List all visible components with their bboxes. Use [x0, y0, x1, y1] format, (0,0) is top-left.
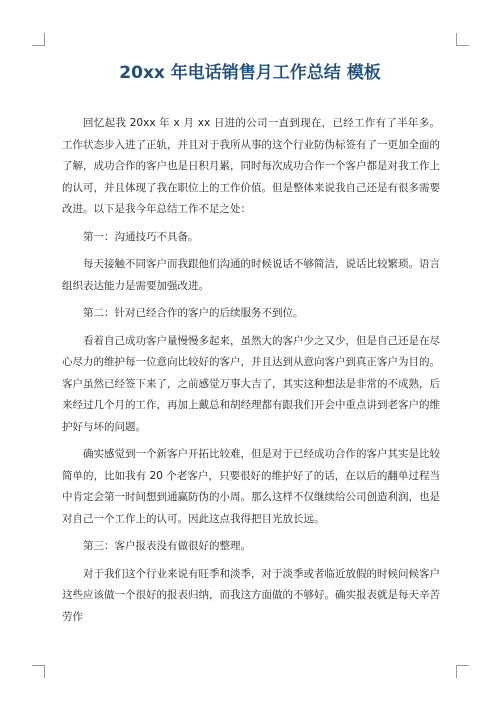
- document-body: [62, 113, 440, 634]
- paragraph-client-service: 看着自己成功客户量慢慢多起来，虽然大的客户少之又少，但是自己还是在尽心尽力的维护每一位意向比较好的客户，并且达到从意向客户到真正客户为目的。客户虽然已经签下来了，之前感觉万事大吉了，其实这种想法是非常的不成熟，后来经过几个月的工作，再加上戴总和胡经理都有跟我们开会中重点讲到老客户的维护好与坏的问题。: [62, 334, 440, 433]
- corner-mark-top-right: [456, 33, 469, 46]
- paragraph-heading-2: 第二：针对已经合作的客户的后续服务不到位。: [83, 307, 304, 319]
- paragraph-intro: 回忆起我 20xx 年 x 月 xx 日进的公司一直到现在，已经工作有了半年多。工作状态步入进了正轨，并且对于我所从事的这个行业防伪标签有了一更加全面的了解，成功合作的客户也是日积月累，同时每次成功合作一个客户都是对我工作上的认可，并且体现了我在职位上的工作价值。但是整体来说我自己还是有很多需要改进。以下是我今年总结工作不足之处：: [62, 117, 440, 215]
- corner-mark-bottom-right: [456, 665, 469, 678]
- paragraph-reports: 对于我们这个行业来说有旺季和淡季，对于淡季或者临近放假的时候问候客户这些应该做一个很好的报表归纳，而我这方面做的不够好。确实报表就是每天辛苦劳作: [62, 567, 440, 623]
- paragraph-heading-1: 第一：沟通技巧不具备。: [83, 230, 199, 243]
- paragraph-communication: 每天接触不同客户而我跟他们沟通的时候说话不够简洁，说话比较繁琐。语言组织表达能力是需要加强改进。: [62, 258, 440, 292]
- document-title: 20xx 年电话销售月工作总结 模板: [119, 63, 381, 83]
- corner-mark-bottom-left: [32, 665, 45, 678]
- corner-mark-top-left: [32, 33, 45, 46]
- paragraph-old-clients: 确实感觉到一个新客户开拓比较难，但是对于已经成功合作的客户其实是比较简单的，比如我有 20 个老客户，只要很好的维护好了的话，在以后的翻单过程当中肯定会第一时间想到通赢防伪的小周。那么这样不仅继续给公司创造利润，也是对自己一个工作上的认可。因此这点我得把目光放长远。: [62, 448, 440, 525]
- paragraph-heading-3: 第三：客户报表没有做很好的整理。: [83, 540, 251, 552]
